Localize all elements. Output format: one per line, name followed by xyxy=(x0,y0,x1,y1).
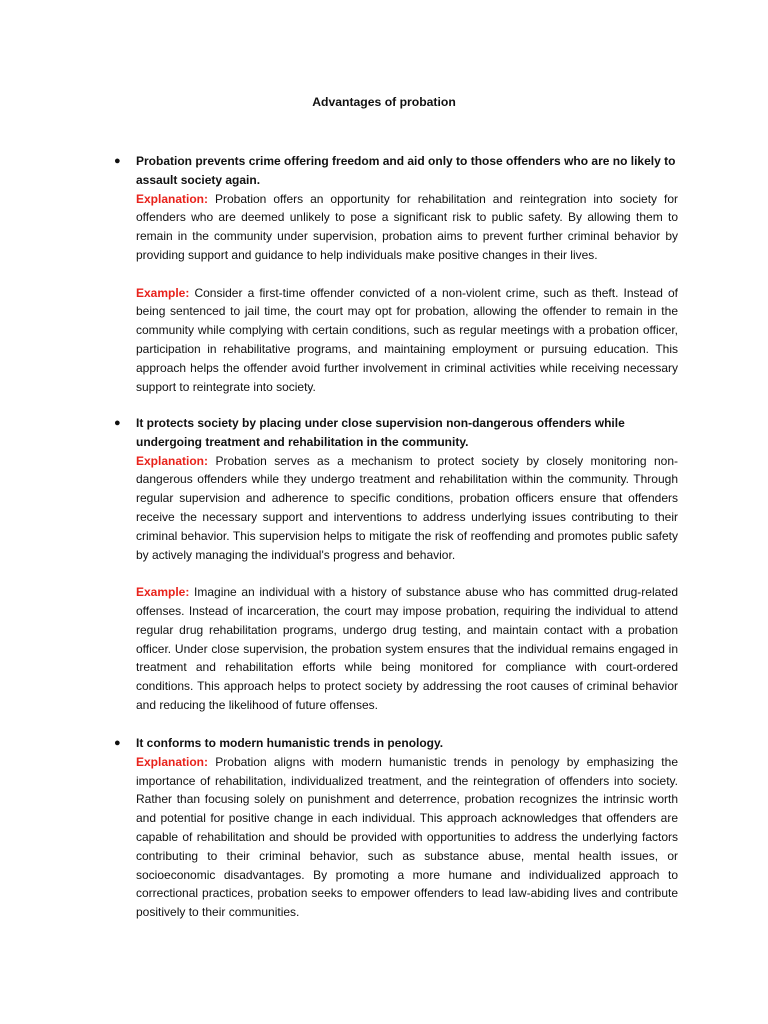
explanation-paragraph xyxy=(136,753,678,922)
explanation-text: Probation offers an opportunity for rehabilitation and reintegration into society for offenders who are deemed unlikely to pose a significant risk to public safety. By allowing them to remain in the community under supervision, probation aims to prevent further criminal behavior by providing support and guidance to help individuals make positive changes in their lives. xyxy=(136,191,678,262)
example-text: Consider a first-time offender convicted of a non-violent crime, such as theft. Instead of being sentenced to jail time, the court may opt for probation, allowing the offender to remain in the community while complying with certain conditions, such as regular meetings with a probation officer, participation in rehabilitative programs, and maintaining employment or pursuing education. This approach helps the offender avoid further involvement in criminal activities while receiving necessary support to reintegrate into society. xyxy=(136,285,678,394)
explanation-text: Probation serves as a mechanism to protect society by closely monitoring non-dangerous offenders while they undergo treatment and rehabilitation within the community. Through regular supervision and adherence to specific conditions, probation officers ensure that offenders receive the necessary support and interventions to address underlying issues contributing to their criminal behavior. This supervision helps to mitigate the risk of reoffending and promotes public safety by actively managing the individual's progress and behavior. xyxy=(136,453,678,562)
explanation-label: Explanation: xyxy=(136,754,209,769)
example-text: Imagine an individual with a history of substance abuse who has committed drug-related offenses. Instead of incarceration, the court may impose probation, requiring the individual to attend regular drug rehabilitation programs, undergo drug testing, and maintain contact with a probation officer. Under close supervision, the probation system ensures that the individual remains engaged in treatment and rehabilitation efforts while being monitored for compliance with court-ordered conditions. This approach helps to protect society by addressing the root causes of criminal behavior and reducing the likelihood of future offenses. xyxy=(136,585,678,712)
bullet-icon: ● xyxy=(114,737,121,749)
list-item-body xyxy=(136,152,678,396)
bullet-icon: ● xyxy=(114,155,121,167)
list-item-body xyxy=(136,414,678,715)
example-label: Example: xyxy=(136,585,190,600)
item-heading: Probation prevents crime offering freedom and aid only to those offenders who are no likely to assault society again. xyxy=(136,154,676,187)
document-title: Advantages of probation xyxy=(312,95,456,109)
example-paragraph xyxy=(136,583,678,715)
example-label: Example: xyxy=(136,285,190,300)
explanation-label: Explanation: xyxy=(136,453,209,468)
bullet-icon: ● xyxy=(114,417,121,429)
item-heading: It protects society by placing under close supervision non-dangerous offenders while undergoing treatment and rehabilitation in the community. xyxy=(136,416,625,449)
explanation-paragraph xyxy=(136,190,678,265)
explanation-label: Explanation: xyxy=(136,191,209,206)
example-paragraph xyxy=(136,284,678,397)
item-heading: It conforms to modern humanistic trends in penology. xyxy=(136,736,444,750)
list-item-body xyxy=(136,734,678,922)
explanation-text: Probation aligns with modern humanistic trends in penology by emphasizing the importance of rehabilitation, individualized treatment, and the reintegration of offenders into society. Rather than focusing solely on punishment and deterrence, probation recognizes the intrinsic worth and potential for positive change in each individual. This approach acknowledges that offenders are capable of rehabilitation and should be provided with opportunities to address the underlying factors contributing to their criminal behavior, such as substance abuse, mental health issues, or socioeconomic disadvantages. By promoting a more humane and individualized approach to correctional practices, probation seeks to empower offenders to lead law-abiding lives and contribute positively to their communities. xyxy=(136,754,678,920)
explanation-paragraph xyxy=(136,452,678,565)
